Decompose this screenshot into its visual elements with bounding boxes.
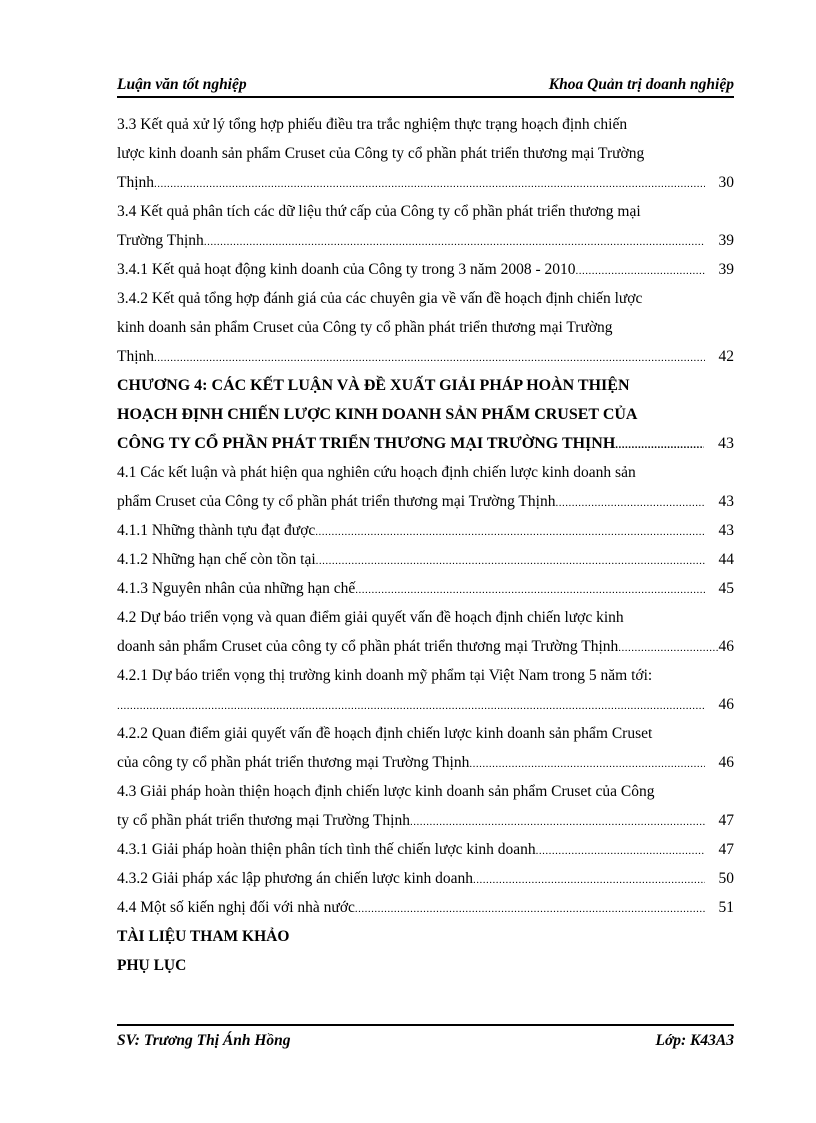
footer-left: SV: Trương Thị Ánh Hồng xyxy=(117,1032,291,1049)
toc-line xyxy=(117,545,734,574)
toc-page: 43 xyxy=(718,522,734,539)
toc-leader xyxy=(315,516,704,545)
toc-text: 4.1.2 Những hạn chế còn tồn tại xyxy=(117,551,316,568)
toc-line: 3.4 Kết quả phân tích các dữ liệu thứ cấp của Công ty cổ phần phát triển thương mại xyxy=(117,203,641,220)
toc-text: 4.3.1 Giải pháp hoàn thiện phân tích tình thế chiến lược kinh doanh xyxy=(117,841,536,858)
toc-leader xyxy=(575,255,704,284)
toc-leader xyxy=(536,835,705,864)
toc-line: lược kinh doanh sản phẩm Cruset của Công ty cổ phần phát triển thương mại Trường xyxy=(117,145,645,162)
toc-page: 46 xyxy=(718,754,734,771)
toc-line xyxy=(117,632,734,661)
toc-page: 39 xyxy=(718,232,734,249)
toc-line xyxy=(117,864,734,893)
toc-line xyxy=(117,574,734,603)
toc-line xyxy=(117,226,734,255)
toc-line: kinh doanh sản phẩm Cruset của Công ty cổ phần phát triển thương mại Trường xyxy=(117,319,613,336)
toc-leader xyxy=(615,429,704,458)
toc-leader xyxy=(410,806,705,835)
toc-line: 4.1 Các kết luận và phát hiện qua nghiên cứu hoạch định chiến lược kinh doanh sản xyxy=(117,464,636,481)
toc-text: doanh sản phẩm Cruset của công ty cổ phần phát triển thương mại Trường Thịnh xyxy=(117,638,619,655)
toc-line xyxy=(117,806,734,835)
header-right: Khoa Quản trị doanh nghiệp xyxy=(548,76,734,93)
toc-line: 4.2 Dự báo triển vọng và quan điểm giải quyết vấn đề hoạch định chiến lược kinh xyxy=(117,609,624,626)
toc-leader xyxy=(555,487,704,516)
toc-leader xyxy=(355,574,704,603)
toc-page: 51 xyxy=(718,899,734,916)
toc-line: 3.4.2 Kết quả tổng hợp đánh giá của các chuyên gia về vấn đề hoạch định chiến lược xyxy=(117,290,643,307)
toc-text: phẩm Cruset của Công ty cổ phần phát triển thương mại Trường Thịnh xyxy=(117,493,556,510)
table-of-contents xyxy=(117,110,734,980)
toc-line xyxy=(117,487,734,516)
toc-line xyxy=(117,835,734,864)
toc-text: 4.4 Một số kiến nghị đối với nhà nước xyxy=(117,899,355,916)
toc-references: TÀI LIỆU THAM KHẢO xyxy=(117,928,290,945)
toc-leader xyxy=(473,864,704,893)
page-footer xyxy=(117,1024,734,1052)
toc-text: Thịnh xyxy=(117,348,155,365)
toc-leader xyxy=(316,545,705,574)
toc-line xyxy=(117,690,734,719)
toc-line: 4.3 Giải pháp hoàn thiện hoạch định chiến lược kinh doanh sản phẩm Cruset của Công xyxy=(117,783,655,800)
toc-text: CÔNG TY CỔ PHẦN PHÁT TRIỂN THƯƠNG MẠI TRƯỜNG THỊNH xyxy=(117,435,616,452)
toc-page: 30 xyxy=(718,174,734,191)
page-header xyxy=(117,72,734,98)
toc-page: 39 xyxy=(718,261,734,278)
toc-text: 4.1.3 Nguyên nhân của những hạn chế xyxy=(117,580,356,597)
toc-line xyxy=(117,516,734,545)
toc-text: 4.1.1 Những thành tựu đạt được xyxy=(117,522,316,539)
footer-right: Lớp: K43A3 xyxy=(655,1032,734,1049)
toc-appendix: PHỤ LỤC xyxy=(117,957,187,974)
toc-line xyxy=(117,893,734,922)
toc-page: 42 xyxy=(718,348,734,365)
toc-page: 46 xyxy=(718,638,734,655)
toc-line xyxy=(117,255,734,284)
chapter-heading: HOẠCH ĐỊNH CHIẾN LƯỢC KINH DOANH SẢN PHẨM CRUSET CỦA xyxy=(117,406,638,423)
toc-text: Thịnh xyxy=(117,174,155,191)
toc-leader xyxy=(154,342,704,371)
toc-page: 43 xyxy=(718,493,734,510)
chapter-heading xyxy=(117,429,734,458)
toc-line: 3.3 Kết quả xử lý tổng hợp phiếu điều tra trắc nghiệm thực trạng hoạch định chiến xyxy=(117,116,628,133)
toc-leader xyxy=(355,893,705,922)
toc-text: Trường Thịnh xyxy=(117,232,204,249)
toc-text: ty cổ phần phát triển thương mại Trường Thịnh xyxy=(117,812,410,829)
toc-page: 43 xyxy=(718,435,734,452)
toc-leader xyxy=(204,226,705,255)
toc-text: của công ty cổ phần phát triển thương mại Trường Thịnh xyxy=(117,754,470,771)
toc-leader xyxy=(618,632,718,661)
toc-page: 50 xyxy=(718,870,734,887)
toc-line xyxy=(117,748,734,777)
toc-leader xyxy=(469,748,704,777)
toc-text: 4.3.2 Giải pháp xác lập phương án chiến lược kinh doanh xyxy=(117,870,474,887)
toc-leader xyxy=(154,168,704,197)
toc-line xyxy=(117,168,734,197)
toc-line: 4.2.1 Dự báo triển vọng thị trường kinh doanh mỹ phẩm tại Việt Nam trong 5 năm tới: xyxy=(117,667,653,684)
toc-page: 47 xyxy=(718,841,734,858)
toc-line: 4.2.2 Quan điểm giải quyết vấn đề hoạch định chiến lược kinh doanh sản phẩm Cruset xyxy=(117,725,653,742)
toc-leader xyxy=(117,690,705,719)
toc-page: 46 xyxy=(718,696,734,713)
toc-line xyxy=(117,342,734,371)
toc-page: 47 xyxy=(718,812,734,829)
toc-text: 3.4.1 Kết quả hoạt động kinh doanh của Công ty trong 3 năm 2008 - 2010 xyxy=(117,261,576,278)
toc-page: 44 xyxy=(718,551,734,568)
header-left: Luận văn tốt nghiệp xyxy=(117,76,247,93)
toc-page: 45 xyxy=(718,580,734,597)
chapter-heading: CHƯƠNG 4: CÁC KẾT LUẬN VÀ ĐỀ XUẤT GIẢI PHÁP HOÀN THIỆN xyxy=(117,377,630,394)
